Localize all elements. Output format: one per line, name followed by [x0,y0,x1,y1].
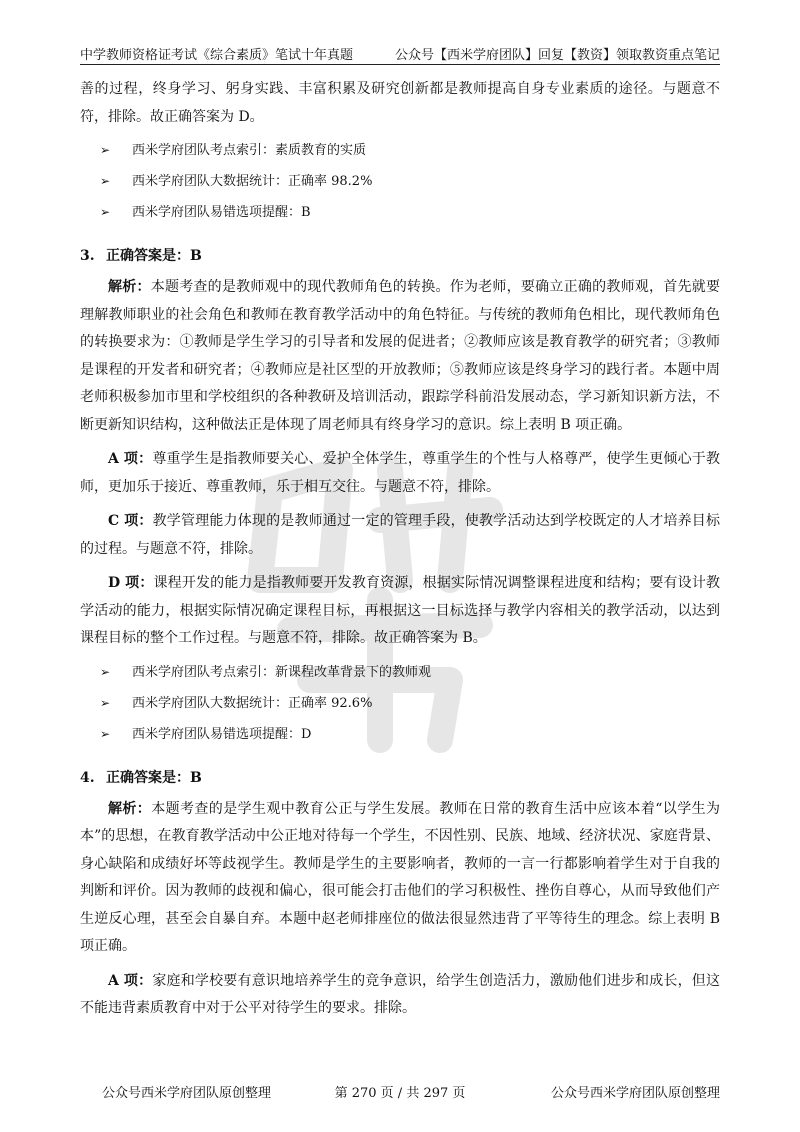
arrow-bullet-icon: ➢ [100,695,111,710]
page-number: 第 270 页 / 共 297 页 [334,1086,466,1101]
intro-paragraph: 善的过程，终身学习、躬身实践、丰富积累及研究创新都是教师提高自身专业素质的途径。与题意不符，排除。故正确答案为 D。 [80,81,720,125]
bullet-item: ➢ 西米学府团队大数据统计：正确率 98.2% [80,166,720,197]
page-footer [80,1082,720,1102]
intro-bullets [80,135,720,228]
question-4-option-a: A 项：家庭和学校要有意识地培养学生的竞争意识，给学生创造活力，激励他们进步和成长，但这不能违背素质教育中对于公平对待学生的要求。排除。 [80,972,720,1016]
arrow-bullet-icon: ➢ [100,205,111,219]
header-title: 中学教师资格证考试《综合素质》笔试十年真题 [80,48,354,63]
question-3-answer: 3. 正确答案是：B [80,248,202,264]
question-4-answer: 4. 正确答案是：B [80,769,202,786]
footer-right: 公众号西米学府团队原创整理 [550,1086,720,1101]
question-3-option-a: A 项：尊重学生是指教师要关心、爱护全体学生，尊重学生的个性与人格尊严，使学生更倾心于教师，更加乐于接近、尊重教师，乐于相互交往。与题意不符，排除。 [80,451,720,495]
bullet-item: ➢ 西米学府团队大数据统计：正确率 92.6% [80,688,720,719]
question-3-option-d: D 项：课程开发的能力是指教师要开发教育资源，根据实际情况调整课程进度和结构；要有设计教学活动的能力，根据实际情况确定课程目标，再根据这一目标选择与教学内容相关的教学活动，以达到课程目标的整个工作过程。与题意不符，排除。故正确答案为 B。 [80,575,720,646]
question-3-analysis: 解析：本题考查的是教师观中的现代教师角色的转换。作为老师，要确立正确的教师观，首先就要理解教师职业的社会角色和教师在教育教学活动中的角色特征。与传统的教师角色相比，现代教师角色的转换要求为：①教师是学生学习的引导者和发展的促进者；②教师应该是教育教学的研究者；③教师是课程的开发者和研究者；④教师应是社区型的开放教师；⑤教师应该是终身学习的践行者。本题中周老师积极参加市里和学校组织的各种教研及培训活动，跟踪学科前沿发展动态，学习新知识新方法，不断更新知识结构，这种做法正是体现了周老师具有终身学习的意识。综上表明 B 项正确。 [80,279,721,433]
question-4-analysis: 解析：本题考查的是学生观中教育公正与学生发展。教师在日常的教育生活中应该本着“以学生为本”的思想，在教育教学活动中公正地对待每一个学生，不因性别、民族、地域、经济状况、家庭背景、身心缺陷和成绩好坏等歧视学生。教师是学生的主要影响者，教师的一言一行都影响着学生对于自我的判断和评价。因为教师的歧视和偏心，很可能会打击他们的学习积极性、挫伤自尊心，从而导致他们产生逆反心理，甚至会自暴自弃。本题中赵老师排座位的做法很显然违背了平等待生的理念。综上表明 B 项正确。 [80,800,720,954]
arrow-bullet-icon: ➢ [100,726,111,741]
arrow-bullet-icon: ➢ [100,664,111,679]
bullet-item: ➢ 西米学府团队考点索引：新课程改革背景下的教师观 [80,657,720,688]
bullet-item: ➢ 西米学府团队易错选项提醒：B [80,197,720,228]
footer-left: 公众号西米学府团队原创整理 [102,1086,272,1101]
question-3-option-c: C 项：教学管理能力体现的是教师通过一定的管理手段，使教学活动达到学校既定的人才培养目标的过程。与题意不符，排除。 [80,513,720,557]
arrow-bullet-icon: ➢ [100,143,111,157]
arrow-bullet-icon: ➢ [100,174,111,188]
page-content [80,76,720,1023]
page-header [80,40,720,65]
header-promo: 公众号【西米学府团队】回复【教资】领取教资重点笔记 [394,48,720,63]
bullet-item: ➢ 西米学府团队考点索引：素质教育的实质 [80,135,720,166]
question-3-bullets [80,657,720,750]
bullet-item: ➢ 西米学府团队易错选项提醒：D [80,719,720,750]
